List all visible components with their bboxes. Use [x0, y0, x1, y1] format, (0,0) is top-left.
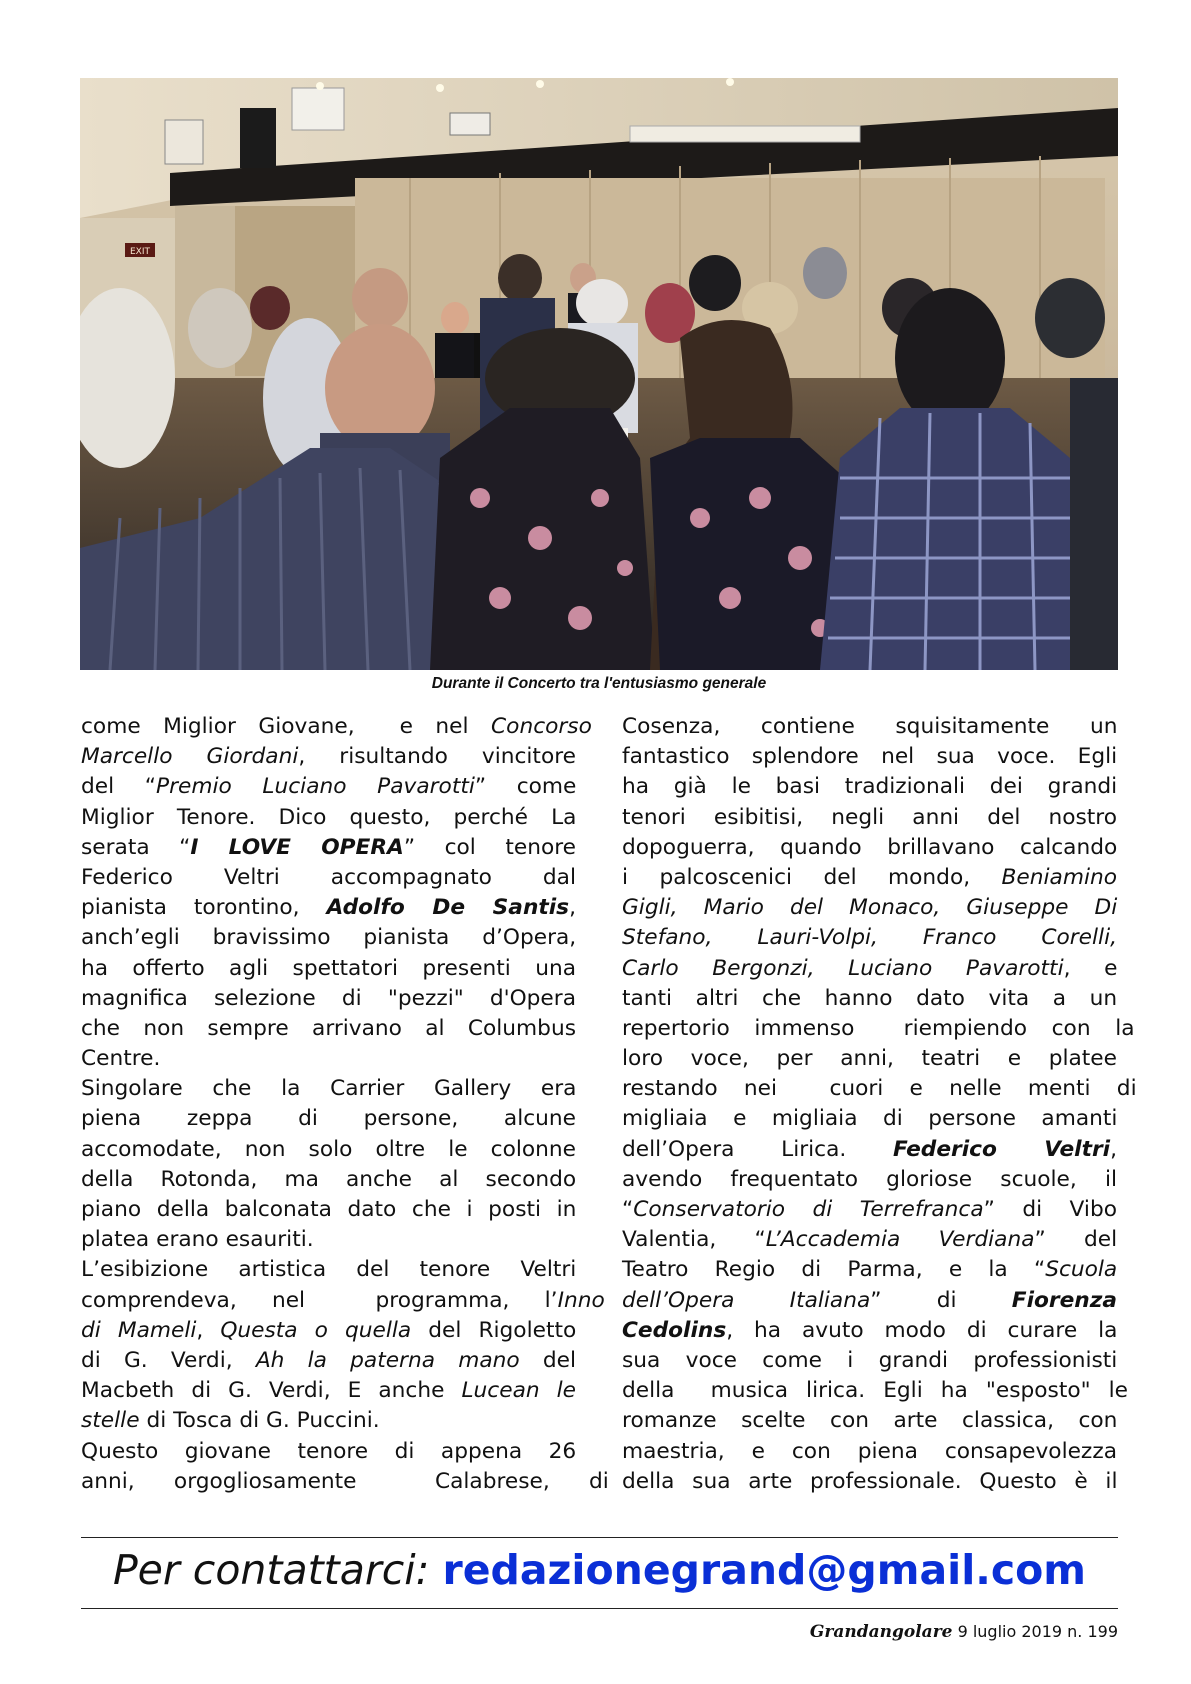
article-line	[81, 712, 592, 742]
article-line	[622, 1346, 1117, 1376]
emphasized-text: I LOVE OPERA	[190, 834, 404, 860]
article-line	[622, 893, 1117, 923]
text-run: dell’Opera Lirica.	[622, 1136, 893, 1162]
article-line	[622, 1135, 1117, 1165]
emphasized-text: Carlo Bergonzi, Luciano Pavarotti	[622, 955, 1064, 981]
emphasized-text: Scuola	[1045, 1257, 1118, 1283]
emphasized-text: di Mameli	[81, 1317, 197, 1343]
article-line	[81, 1406, 576, 1436]
article-line	[622, 1225, 1117, 1255]
text-run: tenori esibitisi, negli anni del nostro	[622, 804, 1117, 830]
text-run: ,	[569, 895, 576, 921]
article-line	[622, 833, 1117, 863]
text-run: i palcoscenici del mondo,	[622, 864, 1002, 890]
emphasized-text: Premio Luciano Pavarotti	[156, 774, 475, 800]
text-run: anch’egli bravissimo pianista d’Opera,	[81, 925, 577, 951]
text-run: ” di Vibo	[983, 1197, 1117, 1222]
text-run: pianista torontino,	[81, 895, 327, 921]
article-line	[81, 1255, 576, 1285]
text-run: sua voce come i grandi professionisti	[622, 1347, 1118, 1373]
text-run: loro voce, per anni, teatri e platee	[622, 1046, 1117, 1072]
issue-info: 9 luglio 2019 n. 199	[952, 1622, 1118, 1641]
text-run: repertorio immenso riempiendo con la	[622, 1015, 1135, 1041]
article-line	[81, 923, 576, 953]
article-line	[622, 1467, 1117, 1497]
text-run: di G. Verdi,	[81, 1347, 256, 1373]
text-run: “	[622, 1197, 634, 1222]
emphasized-text: L’Accademia Verdiana	[765, 1227, 1035, 1253]
text-run: avendo frequentato gloriose scuole, il	[622, 1166, 1117, 1192]
text-run: che non sempre arrivano al Columbus	[81, 1015, 576, 1041]
article-line	[81, 1044, 576, 1074]
article-line	[622, 1406, 1117, 1436]
text-run: platea erano esauriti.	[81, 1227, 314, 1253]
emphasized-text: dell’Opera Italiana	[622, 1287, 871, 1313]
text-run: della musica lirica. Egli ha "esposto" le	[622, 1378, 1129, 1404]
article-line	[81, 803, 576, 833]
article-column-right	[622, 712, 1137, 1497]
article-line	[81, 1074, 576, 1104]
text-run: del	[519, 1347, 576, 1373]
text-run: Valentia, “	[622, 1227, 766, 1253]
text-run: Singolare che la Carrier Gallery era	[81, 1076, 577, 1102]
emphasized-text: Stefano, Lauri-Volpi, Franco Corelli,	[622, 925, 1117, 951]
emphasized-text: Ah la paterna mano	[255, 1347, 520, 1373]
article-line	[622, 1316, 1117, 1346]
concert-photo-illustration	[80, 78, 1118, 670]
photo-caption: Durante il Concerto tra l'entusiasmo generale	[431, 675, 767, 692]
article-line	[622, 863, 1117, 893]
article-line	[81, 1286, 605, 1316]
article-line	[622, 742, 1117, 772]
footer-divider-top	[81, 1537, 1118, 1538]
text-run: romanze scelte con arte classica, con	[622, 1408, 1118, 1434]
article-line	[81, 1376, 576, 1406]
text-run: dopoguerra, quando brillavano calcando	[622, 834, 1118, 860]
text-run: ,	[1110, 1136, 1117, 1162]
footer-divider-bottom	[81, 1608, 1118, 1609]
article-line	[622, 772, 1117, 802]
text-run: di Tosca di G. Puccini.	[139, 1408, 380, 1434]
text-run: migliaia e migliaia di persone amanti	[622, 1106, 1118, 1132]
article-line	[81, 1225, 576, 1255]
article-line	[81, 1467, 609, 1497]
article-line	[81, 1165, 576, 1195]
emphasized-text: Fiorenza	[1011, 1287, 1118, 1313]
emphasized-text: Marcello Giordani	[81, 744, 299, 770]
text-run: accomodate, non solo oltre le colonne	[81, 1136, 576, 1162]
article-line	[81, 954, 576, 984]
article-line	[81, 1014, 576, 1044]
text-run: , risultando vincitore	[298, 744, 576, 770]
text-run: Cosenza, contiene squisitamente un	[622, 714, 1118, 739]
text-run: ” del	[1034, 1227, 1118, 1253]
text-run: ” come	[474, 774, 577, 800]
text-run: come Miglior Giovane, e nel	[81, 714, 492, 739]
emphasized-text: Gigli, Mario del Monaco, Giuseppe Di	[622, 895, 1118, 921]
emphasized-text: Concorso	[491, 714, 592, 739]
text-run: tanti altri che hanno dato vita a un	[622, 985, 1118, 1011]
text-run: ,	[196, 1317, 221, 1343]
concert-photo	[80, 78, 1118, 670]
emphasized-text: Conservatorio di Terrefranca	[633, 1197, 984, 1222]
text-run: magnifica selezione di "pezzi" d'Opera	[81, 985, 576, 1011]
contact-email-link[interactable]: redazionegrand@gmail.com	[442, 1546, 1087, 1594]
article-line	[622, 984, 1117, 1014]
text-run: Centre.	[81, 1046, 161, 1072]
emphasized-text: Cedolins	[622, 1317, 727, 1343]
emphasized-text: Questa o quella	[220, 1317, 412, 1343]
text-run: restando nei cuori e nelle menti di	[622, 1076, 1137, 1102]
article-line	[81, 984, 576, 1014]
article-line	[81, 833, 576, 863]
text-run: L’esibizione artistica del tenore Veltri	[81, 1257, 577, 1283]
text-run: Miglior Tenore. Dico questo, perché La	[81, 804, 577, 830]
text-run: , ha avuto modo di curare la	[726, 1317, 1118, 1343]
article-line	[622, 1376, 1129, 1406]
article-line	[622, 1437, 1117, 1467]
article-line	[622, 1255, 1117, 1285]
article-line	[622, 1014, 1135, 1044]
article-line	[81, 1346, 576, 1376]
text-run: ha già le basi tradizionali dei grandi	[622, 774, 1118, 800]
text-run: del Rigoletto	[411, 1317, 577, 1343]
emphasized-text: Inno	[557, 1287, 605, 1313]
text-run: ” di	[870, 1287, 1012, 1313]
text-run: , e	[1063, 955, 1118, 981]
article-line	[81, 1135, 576, 1165]
article-line	[81, 1195, 576, 1225]
text-run: fantastico splendore nel sua voce. Egli	[622, 744, 1118, 770]
emphasized-text: Beniamino	[1001, 864, 1117, 890]
text-run: Questo giovane tenore di appena 26	[81, 1438, 577, 1464]
article-line	[622, 1165, 1117, 1195]
article-line	[622, 1195, 1117, 1225]
contact-label: Per contattarci:	[112, 1546, 443, 1594]
article-line	[81, 1104, 576, 1134]
article-line	[622, 1074, 1137, 1104]
text-run: comprendeva, nel programma, l’	[81, 1287, 558, 1313]
article-line	[622, 954, 1117, 984]
text-run: Macbeth di G. Verdi, E anche	[81, 1378, 462, 1404]
text-run: del “	[81, 774, 157, 800]
text-run: Federico Veltri accompagnato dal	[81, 864, 576, 890]
exit-sign: EXIT	[129, 247, 151, 257]
text-run: ” col tenore	[403, 834, 576, 860]
article-line	[622, 803, 1117, 833]
article-line	[81, 742, 576, 772]
article-line	[622, 923, 1117, 953]
text-run: anni, orgogliosamente Calabrese, di	[81, 1468, 609, 1494]
emphasized-text: stelle	[81, 1408, 140, 1434]
article-line	[81, 1316, 576, 1346]
article-column-left	[81, 712, 609, 1497]
article-line	[622, 1104, 1117, 1134]
emphasized-text: Adolfo De Santis	[326, 895, 570, 921]
article-line	[622, 1286, 1117, 1316]
emphasized-text: Federico Veltri	[892, 1136, 1111, 1162]
article-line	[81, 772, 576, 802]
article-line	[81, 893, 576, 923]
text-run: maestria, e con piena consapevolezza	[622, 1438, 1117, 1464]
publication-name: Grandangolare	[809, 1622, 953, 1642]
text-run: ha offerto agli spettatori presenti una	[81, 955, 576, 981]
text-run: della sua arte professionale. Questo è il	[622, 1468, 1118, 1494]
text-run: della Rotonda, ma anche al secondo	[81, 1166, 577, 1192]
article-line	[81, 863, 576, 893]
contact-banner	[81, 1541, 1118, 1599]
text-run: piena zeppa di persone, alcune	[81, 1106, 576, 1132]
article-line	[622, 1044, 1117, 1074]
article-line	[81, 1437, 576, 1467]
emphasized-text: Lucean le	[461, 1378, 577, 1404]
article-line	[622, 712, 1117, 742]
text-run: piano della balconata dato che i posti in	[81, 1197, 577, 1222]
text-run: Teatro Regio di Parma, e la “	[622, 1257, 1046, 1283]
text-run: serata “	[81, 834, 191, 860]
issue-footer	[810, 1622, 1118, 1642]
